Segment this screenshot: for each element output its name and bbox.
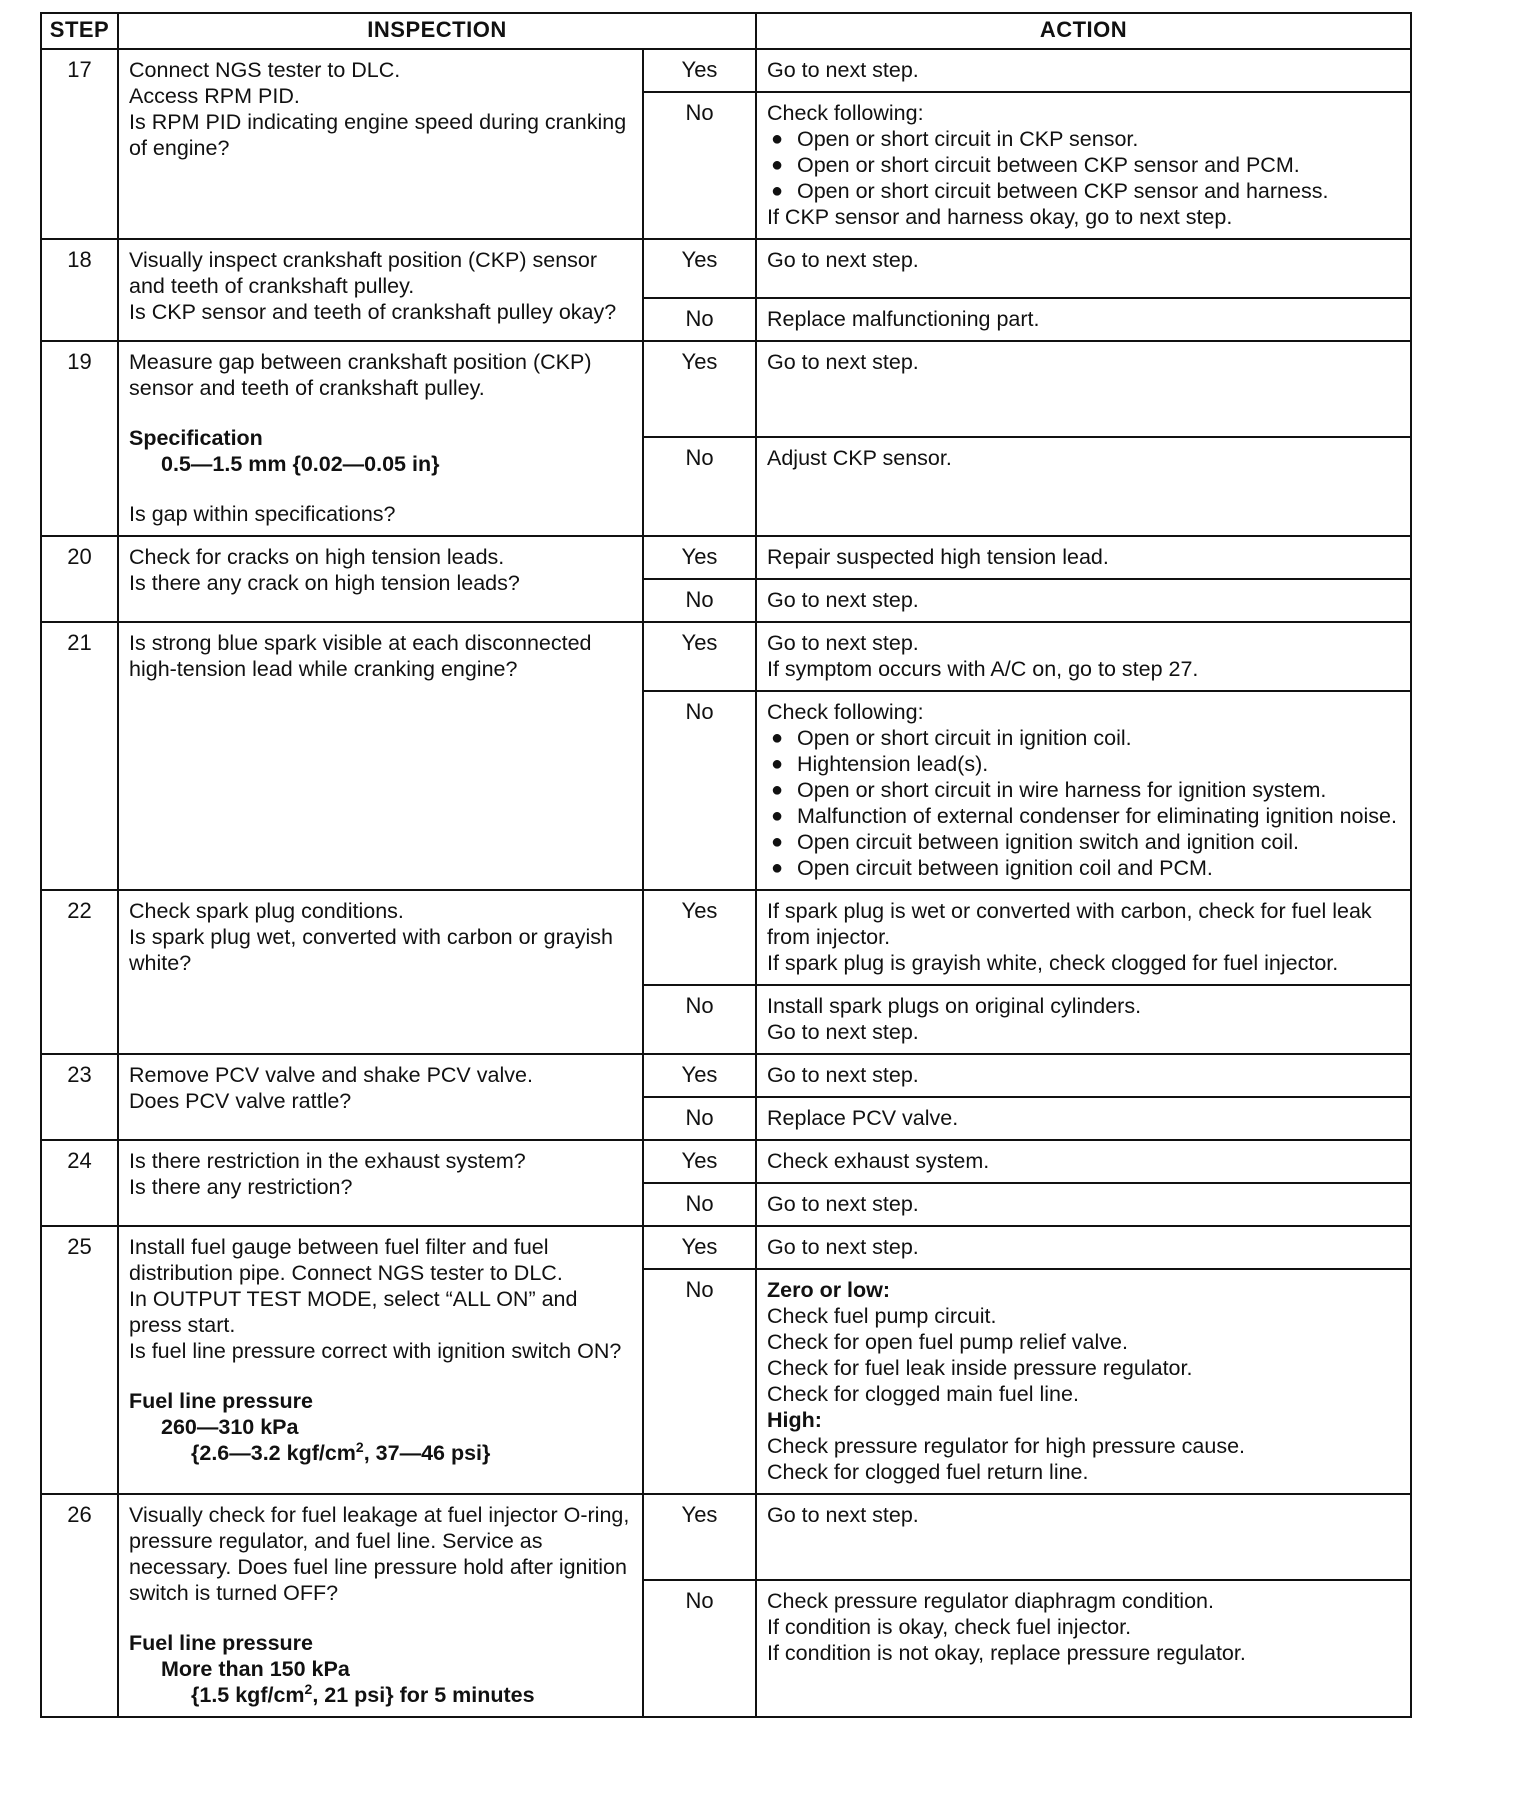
bullet-item: ● Malfunction of external condenser for eliminating ignition noise. xyxy=(771,804,1397,828)
step-19-yes-row xyxy=(41,341,1411,437)
action-line: Check pressure regulator for high pressure cause. xyxy=(767,1434,1246,1458)
yes-label: Yes xyxy=(643,1054,756,1097)
inspection-line: Is spark plug wet, converted with carbon or grayish white? xyxy=(129,925,613,975)
action-line: If condition is okay, check fuel injector. xyxy=(767,1615,1132,1639)
no-action xyxy=(756,1097,1411,1140)
yes-label: Yes xyxy=(643,49,756,92)
no-label: No xyxy=(643,437,756,536)
no-action xyxy=(756,298,1411,341)
step-number: 23 xyxy=(41,1054,118,1140)
action-line: Replace malfunctioning part. xyxy=(767,307,1040,331)
action-line: If CKP sensor and harness okay, go to next step. xyxy=(767,205,1233,229)
no-action xyxy=(756,92,1411,239)
step-number: 22 xyxy=(41,890,118,1054)
header-row xyxy=(41,13,1411,49)
inspection-line: Install fuel gauge between fuel filter and fuel distribution pipe. Connect NGS tester to DLC. xyxy=(129,1235,563,1285)
yes-action xyxy=(756,1140,1411,1183)
step-26-yes-row xyxy=(41,1494,1411,1580)
step-21-yes-row xyxy=(41,622,1411,691)
inspection-line: Is there restriction in the exhaust system? xyxy=(129,1149,526,1173)
step-number: 20 xyxy=(41,536,118,622)
inspection-line: Is fuel line pressure correct with ignition switch ON? xyxy=(129,1339,622,1363)
yes-action xyxy=(756,341,1411,437)
yes-label: Yes xyxy=(643,1140,756,1183)
inspection-line: In OUTPUT TEST MODE, select “ALL ON” and press start. xyxy=(129,1287,578,1337)
inspection-line: Is RPM PID indicating engine speed during cranking of engine? xyxy=(129,110,627,160)
inspection-line: Access RPM PID. xyxy=(129,84,300,108)
inspection-line: Is CKP sensor and teeth of crankshaft pulley okay? xyxy=(129,300,617,324)
step-number: 26 xyxy=(41,1494,118,1717)
step-inspection xyxy=(118,341,643,536)
action-line: Check following: xyxy=(767,101,924,125)
step-inspection xyxy=(118,1494,643,1717)
yes-action xyxy=(756,1054,1411,1097)
step-25-yes-row xyxy=(41,1226,1411,1269)
action-line: Check for clogged main fuel line. xyxy=(767,1382,1079,1406)
yes-action xyxy=(756,622,1411,691)
no-action xyxy=(756,691,1411,890)
action-heading: Zero or low: xyxy=(767,1278,891,1302)
action-line: Check following: xyxy=(767,700,924,724)
action-line: Repair suspected high tension lead. xyxy=(767,545,1109,569)
action-line: If spark plug is wet or converted with carbon, check for fuel leak from injector. xyxy=(767,899,1372,949)
step-inspection xyxy=(118,1226,643,1494)
inspection-line: Does PCV valve rattle? xyxy=(129,1089,352,1113)
no-action xyxy=(756,1580,1411,1717)
step-22-yes-row xyxy=(41,890,1411,985)
spec-value-2: {1.5 kgf/$cm^2$, 21 psi} for 5 minutes xyxy=(191,1680,535,1707)
step-inspection xyxy=(118,1054,643,1140)
inspection-line: Connect NGS tester to DLC. xyxy=(129,58,401,82)
inspection-line: Visually check for fuel leakage at fuel injector O-ring, pressure regulator, and fuel line. Service as necessary. Does fuel line pressure hold after ignition switch is turned OFF? xyxy=(129,1503,630,1605)
yes-label: Yes xyxy=(643,1226,756,1269)
action-line: If spark plug is grayish white, check clogged for fuel injector. xyxy=(767,951,1339,975)
yes-action xyxy=(756,890,1411,985)
step-17-yes-row xyxy=(41,49,1411,92)
action-line: Go to next step. xyxy=(767,1063,919,1087)
yes-action xyxy=(756,1226,1411,1269)
action-line: If symptom occurs with A/C on, go to step 27. xyxy=(767,657,1199,681)
yes-label: Yes xyxy=(643,239,756,298)
bullet-item: ● Hightension lead(s). xyxy=(771,752,989,776)
action-line: Check exhaust system. xyxy=(767,1149,990,1173)
action-line: Go to next step. xyxy=(767,350,919,374)
inspection-line: Is there any crack on high tension leads? xyxy=(129,571,520,595)
no-label: No xyxy=(643,298,756,341)
action-line: Go to next step. xyxy=(767,58,919,82)
action-line: Go to next step. xyxy=(767,248,919,272)
action-line: Check pressure regulator diaphragm condition. xyxy=(767,1589,1214,1613)
no-label: No xyxy=(643,579,756,622)
header-action: ACTION xyxy=(756,13,1411,49)
step-inspection xyxy=(118,890,643,1054)
step-18-yes-row xyxy=(41,239,1411,298)
troubleshooting-table xyxy=(40,12,1412,1718)
bullet-item: ● Open or short circuit in wire harness for ignition system. xyxy=(771,778,1327,802)
yes-label: Yes xyxy=(643,890,756,985)
step-number: 18 xyxy=(41,239,118,341)
step-number: 19 xyxy=(41,341,118,536)
spec-title: Specification xyxy=(129,426,263,450)
yes-action xyxy=(756,1494,1411,1580)
step-inspection xyxy=(118,622,643,890)
spec-value: 0.5—1.5 mm {0.02—0.05 in} xyxy=(161,452,440,476)
step-inspection xyxy=(118,239,643,341)
spec-title: Fuel line pressure xyxy=(129,1389,314,1413)
inspection-line: Remove PCV valve and shake PCV valve. xyxy=(129,1063,533,1087)
no-label: No xyxy=(643,1269,756,1494)
inspection-line: Measure gap between crankshaft position (CKP) sensor and teeth of crankshaft pulley. xyxy=(129,350,592,400)
bullet-item: ● Open or short circuit in ignition coil. xyxy=(771,726,1132,750)
no-label: No xyxy=(643,691,756,890)
step-20-yes-row xyxy=(41,536,1411,579)
bullet-item: ● Open circuit between ignition switch and ignition coil. xyxy=(771,830,1299,854)
inspection-line: Is strong blue spark visible at each disconnected high-tension lead while cranking engine? xyxy=(129,631,592,681)
step-number: 24 xyxy=(41,1140,118,1226)
bullet-item: ● Open or short circuit between CKP sensor and PCM. xyxy=(771,153,1300,177)
step-number: 21 xyxy=(41,622,118,890)
inspection-line: Check spark plug conditions. xyxy=(129,899,404,923)
yes-action xyxy=(756,239,1411,298)
no-label: No xyxy=(643,1580,756,1717)
bullet-item: ● Open or short circuit in CKP sensor. xyxy=(771,127,1139,151)
action-line: Go to next step. xyxy=(767,588,919,612)
inspection-line: Check for cracks on high tension leads. xyxy=(129,545,505,569)
no-action xyxy=(756,1269,1411,1494)
action-line: Check for open fuel pump relief valve. xyxy=(767,1330,1128,1354)
yes-label: Yes xyxy=(643,622,756,691)
action-line: Go to next step. xyxy=(767,1020,919,1044)
spec-value-2: {2.6—3.2 kgf/$cm^2$, 37—46 psi} xyxy=(191,1438,491,1465)
action-line: Replace PCV valve. xyxy=(767,1106,959,1130)
bullet-item: ● Open circuit between ignition coil and PCM. xyxy=(771,856,1213,880)
action-line: Adjust CKP sensor. xyxy=(767,446,952,470)
no-label: No xyxy=(643,1183,756,1226)
action-line: Install spark plugs on original cylinders. xyxy=(767,994,1142,1018)
bullet-list xyxy=(767,126,1402,204)
no-action xyxy=(756,985,1411,1054)
no-action xyxy=(756,437,1411,536)
yes-action xyxy=(756,536,1411,579)
action-line: Go to next step. xyxy=(767,1503,919,1527)
step-inspection xyxy=(118,49,643,239)
yes-label: Yes xyxy=(643,341,756,437)
inspection-line: Is gap within specifications? xyxy=(129,502,396,526)
spec-value: More than 150 kPa xyxy=(161,1657,350,1681)
action-line: If condition is not okay, replace pressure regulator. xyxy=(767,1641,1246,1665)
bullet-list xyxy=(767,725,1402,881)
action-line: Go to next step. xyxy=(767,631,919,655)
yes-label: Yes xyxy=(643,1494,756,1580)
no-label: No xyxy=(643,1097,756,1140)
step-inspection xyxy=(118,1140,643,1226)
action-line: Go to next step. xyxy=(767,1235,919,1259)
inspection-line: Is there any restriction? xyxy=(129,1175,353,1199)
no-action xyxy=(756,1183,1411,1226)
no-label: No xyxy=(643,985,756,1054)
yes-label: Yes xyxy=(643,536,756,579)
spec-title: Fuel line pressure xyxy=(129,1631,314,1655)
no-action xyxy=(756,579,1411,622)
header-step: STEP xyxy=(41,13,118,49)
no-label: No xyxy=(643,92,756,239)
bullet-item: ● Open or short circuit between CKP sensor and harness. xyxy=(771,179,1329,203)
action-line: Go to next step. xyxy=(767,1192,919,1216)
action-heading: High: xyxy=(767,1408,822,1432)
step-inspection xyxy=(118,536,643,622)
action-line: Check fuel pump circuit. xyxy=(767,1304,997,1328)
action-line: Check for fuel leak inside pressure regulator. xyxy=(767,1356,1193,1380)
step-number: 17 xyxy=(41,49,118,239)
yes-action xyxy=(756,49,1411,92)
inspection-line: Visually inspect crankshaft position (CKP) sensor and teeth of crankshaft pulley. xyxy=(129,248,598,298)
step-24-yes-row xyxy=(41,1140,1411,1183)
step-23-yes-row xyxy=(41,1054,1411,1097)
spec-value: 260—310 kPa xyxy=(161,1415,299,1439)
action-line: Check for clogged fuel return line. xyxy=(767,1460,1089,1484)
step-number: 25 xyxy=(41,1226,118,1494)
header-inspection: INSPECTION xyxy=(118,13,756,49)
